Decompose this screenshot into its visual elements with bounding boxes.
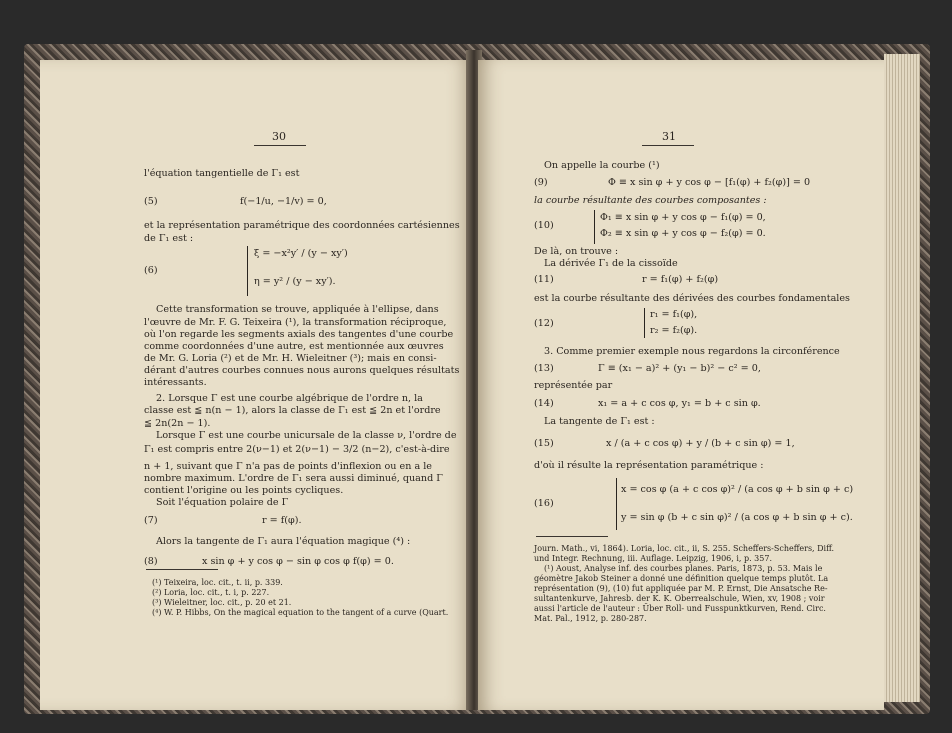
text-line: 2. Lorsque Γ est une courbe algébrique de l'ordre n, la [156, 393, 423, 404]
equation: f(−1/u, −1/v) = 0, [240, 196, 327, 207]
footnote: aussi l'article de l'auteur : Über Roll- und Fusspunktkurven, Rend. Circ. [534, 604, 826, 613]
right-page [478, 60, 884, 710]
footnote: (⁴) W. P. Hibbs, On the magical equation to the tangent of a curve (Quart. [152, 608, 449, 617]
text-line: Lorsque Γ est une courbe unicursale de la classe ν, l'ordre de [156, 430, 457, 441]
equation: r₁ = f₁(φ), [650, 309, 698, 320]
text-line: Cette transformation se trouve, appliquée à l'ellipse, dans [156, 304, 439, 315]
text-line: de Γ₁ est : [144, 233, 194, 244]
text-line: d'où il résulte la représentation paramétrique : [534, 460, 764, 471]
equation-number: (11) [534, 274, 554, 285]
text-line: La dérivée Γ₁ de la cissoïde [544, 258, 678, 269]
header-rule [254, 145, 306, 146]
equation-number: (15) [534, 438, 554, 449]
text-line: intéressants. [144, 377, 207, 388]
text-line: de Mr. G. Loria (²) et de Mr. H. Wieleitner (³); mais en consi- [144, 353, 437, 364]
text-line: 3. Comme premier exemple nous regardons la circonférence [544, 346, 840, 357]
text-line: Γ₁ est compris entre 2(ν−1) et 2(ν−1) − 3/2 (n−2), c'est-à-dire [144, 444, 450, 455]
text-line: n + 1, suivant que Γ n'a pas de points d'inflexion ou en a le [144, 461, 432, 472]
text-line: Alors la tangente de Γ₁ aura l'équation magique (⁴) : [156, 536, 411, 547]
footnote: und Integr. Rechnung, iii. Auflage. Leipzig, 1906, i, p. 357. [534, 554, 772, 563]
text-line: la courbe résultante des courbes composantes : [534, 195, 767, 206]
equation: η = y² / (y − xy′). [254, 276, 336, 287]
equation: x₁ = a + c cos φ, y₁ = b + c sin φ. [598, 398, 761, 409]
equation-number: (7) [144, 515, 158, 526]
text-line: On appelle la courbe (¹) [544, 160, 660, 171]
equation: r = f(φ). [262, 515, 302, 526]
equation-number: (16) [534, 498, 554, 509]
brace [594, 210, 595, 244]
header-rule [642, 145, 694, 146]
text-line: et la représentation paramétrique des coordonnées cartésiennes [144, 220, 460, 231]
footnote: représentation (9), (10) fut appliquée par M. P. Ernst, Die Ansatsche Re- [534, 584, 828, 593]
footnote: (²) Loria, loc. cit., t. i, p. 227. [152, 588, 270, 597]
equation: x = cos φ (a + c cos φ)² / (a cos φ + b sin φ + c) [621, 484, 854, 495]
text-line: contient l'origine ou les points cycliques. [144, 485, 344, 496]
brace [247, 246, 248, 296]
footnote: (¹) Teixeira, loc. cit., t. ii, p. 339. [152, 578, 283, 587]
footnote-rule [536, 536, 608, 537]
text-line: De là, on trouve : [534, 246, 619, 257]
equation: r₂ = f₂(φ). [650, 325, 698, 336]
equation-number: (14) [534, 398, 554, 409]
text-line: Soit l'équation polaire de Γ [156, 497, 289, 508]
equation-number: (5) [144, 196, 158, 207]
footnote: Mat. Pal., 1912, p. 280-287. [534, 614, 647, 623]
text-line: dérant d'autres courbes connues nous aurons quelques résultats [144, 365, 460, 376]
page-edges [884, 54, 920, 702]
text-line: La tangente de Γ₁ est : [544, 416, 655, 427]
equation: Γ ≡ (x₁ − a)² + (y₁ − b)² − c² = 0, [598, 363, 761, 374]
text-line: où l'on regarde les segments axials des tangentes d'une courbe [144, 329, 454, 340]
brace [616, 478, 617, 530]
text-line: classe est ≦ n(n − 1), alors la classe de Γ₁ est ≦ 2n et l'ordre [144, 405, 441, 416]
equation: Φ₁ ≡ x sin φ + y cos φ − f₁(φ) = 0, [600, 212, 766, 223]
equation-number: (8) [144, 556, 158, 567]
text-line: l'œuvre de Mr. F. G. Teixeira (¹), la transformation réciproque, [144, 317, 447, 328]
footnote: sultantenkurve, Jahresb. der K. K. Oberrealschule, Wien, xv, 1908 ; voir [534, 594, 825, 603]
footnote: (¹) Aoust, Analyse inf. des courbes planes. Paris, 1873, p. 53. Mais le [544, 564, 823, 573]
page-number: 31 [662, 130, 676, 143]
equation: ξ = −x²y′ / (y − xy′) [254, 248, 348, 259]
equation: Φ ≡ x sin φ + y cos φ − [f₁(φ) + f₂(φ)] = 0 [608, 177, 811, 188]
text-line: ≦ 2n(2n − 1). [144, 418, 211, 429]
footnote: (³) Wieleitner, loc. cit., p. 20 et 21. [152, 598, 292, 607]
equation-number: (6) [144, 265, 158, 276]
equation: Φ₂ ≡ x sin φ + y cos φ − f₂(φ) = 0. [600, 228, 766, 239]
text-line: l'équation tangentielle de Γ₁ est [144, 168, 300, 179]
brace [644, 308, 645, 338]
equation: x / (a + c cos φ) + y / (b + c sin φ) = 1, [606, 438, 795, 449]
footnote-rule [146, 569, 218, 570]
equation: r = f₁(φ) + f₂(φ) [642, 274, 719, 285]
equation-number: (12) [534, 318, 554, 329]
equation-number: (13) [534, 363, 554, 374]
text-line: nombre maximum. L'ordre de Γ₁ sera aussi diminué, quand Γ [144, 473, 443, 484]
text-line: est la courbe résultante des dérivées des courbes fondamentales [534, 293, 850, 304]
equation: x sin φ + y cos φ − sin φ cos φ f(φ) = 0. [202, 556, 394, 567]
equation-number: (9) [534, 177, 548, 188]
page-number: 30 [272, 130, 286, 143]
left-page [40, 60, 472, 710]
text-line: comme coordonnées d'une autre, est mentionnée aux œuvres [144, 341, 444, 352]
footnote: Journ. Math., vi, 1864). Loria, loc. cit., ii, S. 255. Scheffers-Scheffers, Diff. [534, 544, 835, 553]
text-line: représentée par [534, 380, 613, 391]
equation: y = sin φ (b + c sin φ)² / (a cos φ + b sin φ + c). [621, 512, 853, 523]
footnote: géomètre Jakob Steiner a donné une définition quelque temps plutôt. La [534, 574, 829, 583]
equation-number: (10) [534, 220, 554, 231]
